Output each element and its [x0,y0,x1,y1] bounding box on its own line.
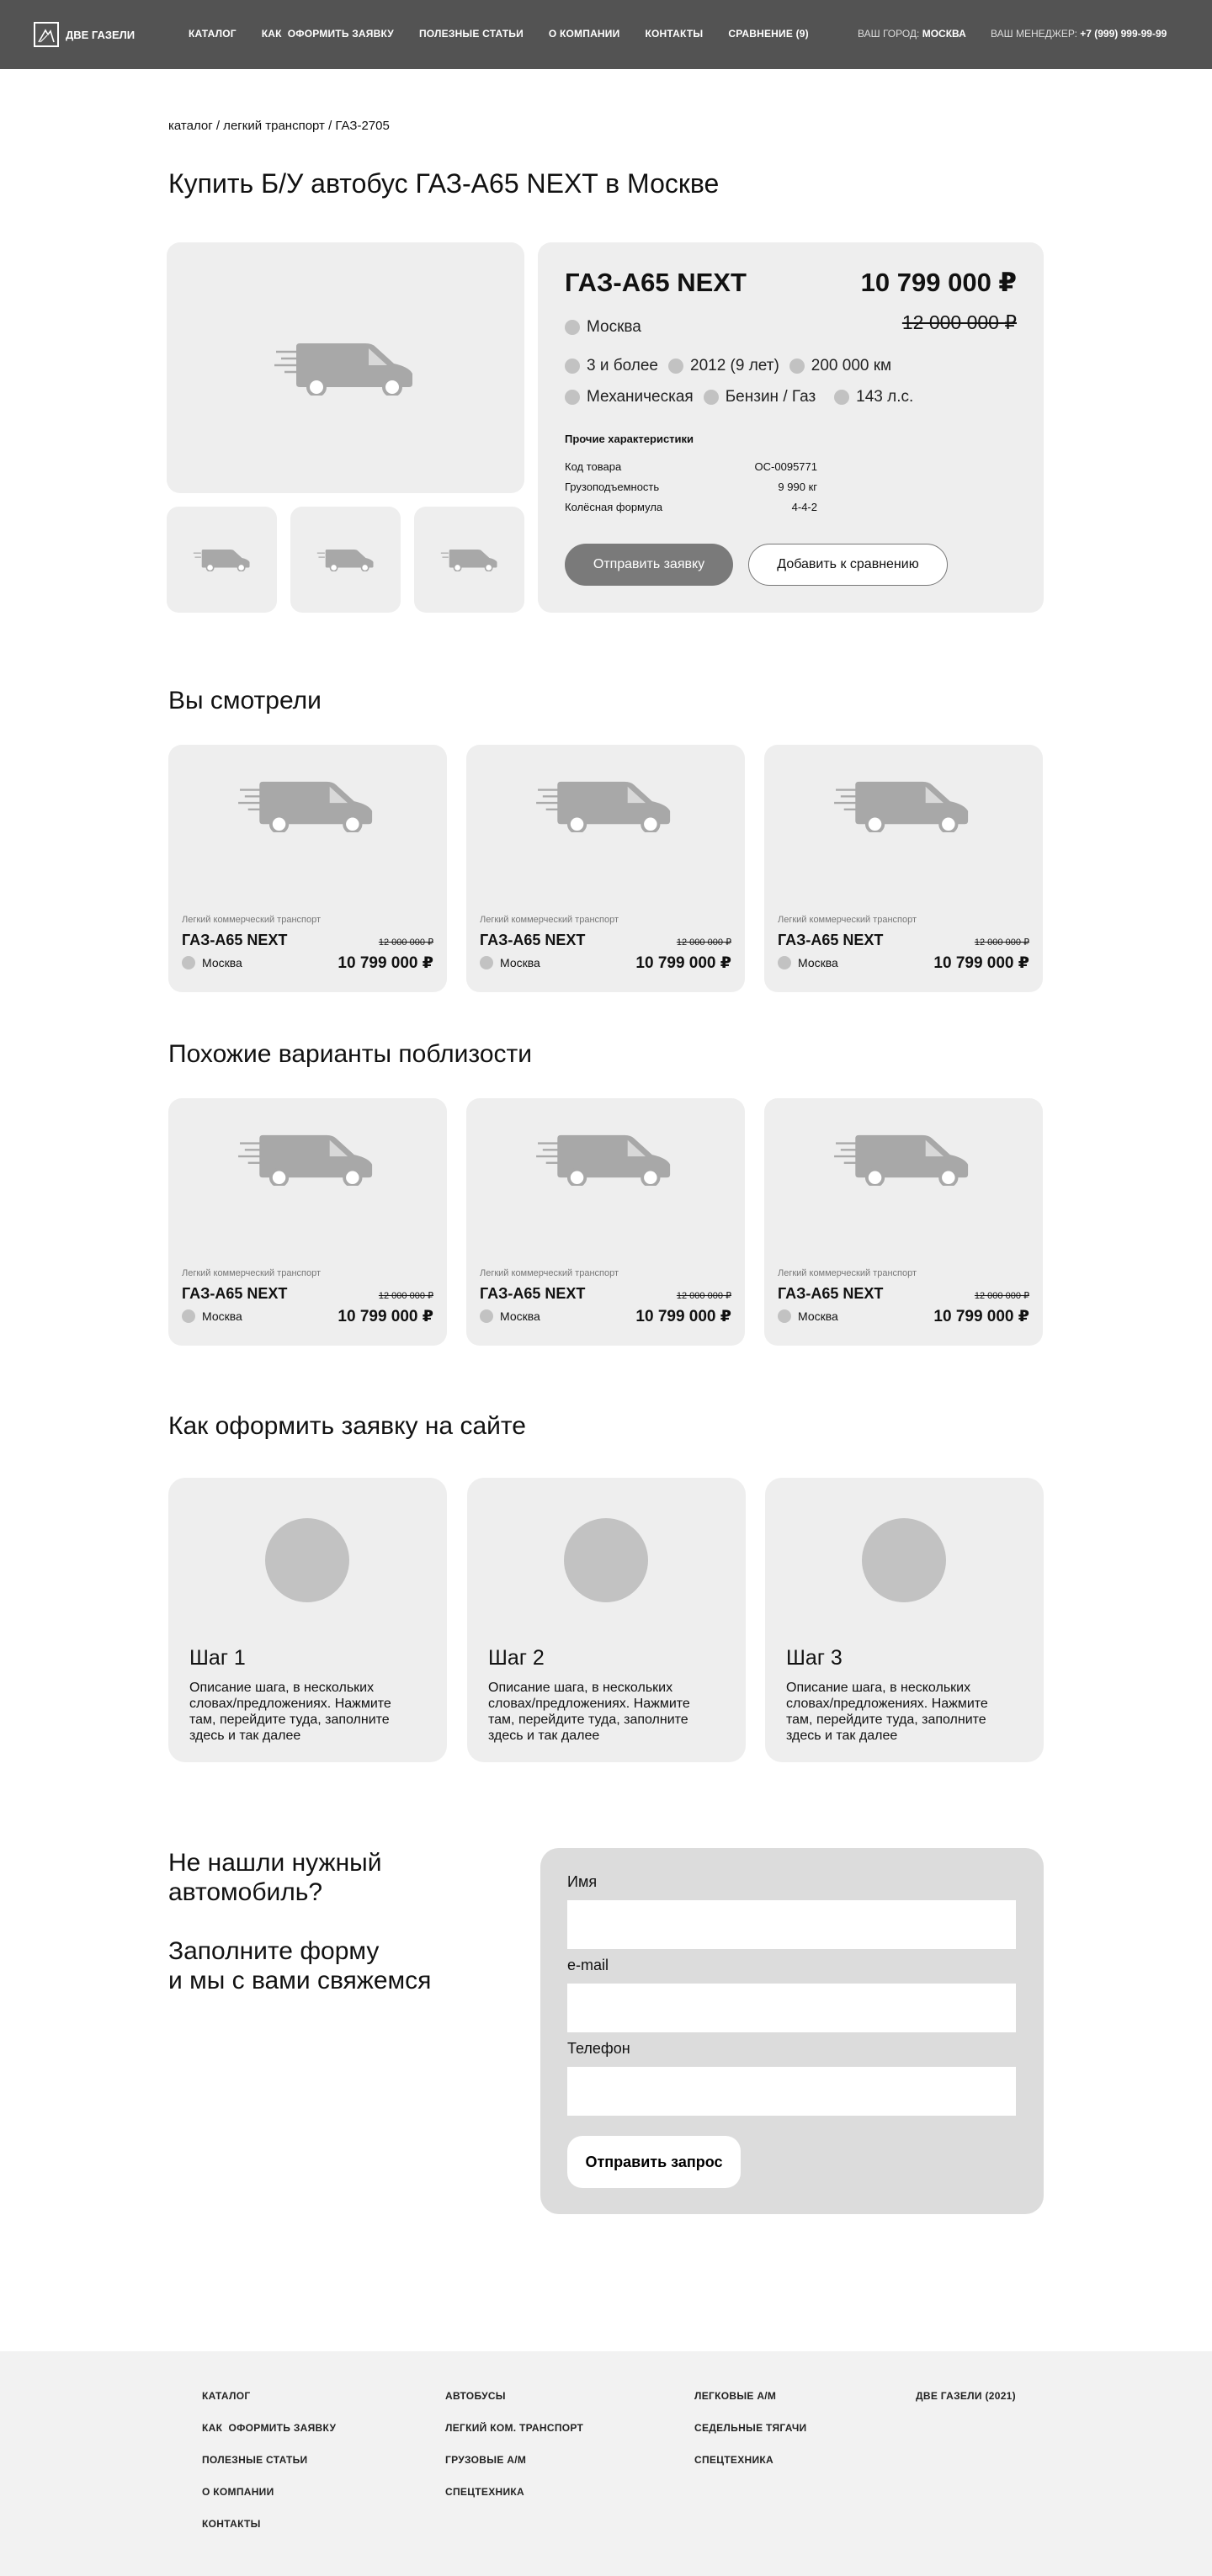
card-price: 10 799 000 ₽ [635,1308,731,1325]
step-card-1 [168,1478,447,1762]
card-name: ГАЗ-А65 NEXT [778,932,884,948]
van-icon [316,548,375,571]
footer-col-1 [202,2390,336,2550]
step-title: Шаг 1 [189,1646,246,1670]
footer-link[interactable]: КАК ОФОРМИТЬ ЗАЯВКУ [202,2422,337,2434]
footer-link[interactable]: ЛЕГКИЙ КОМ. ТРАНСПОРТ [445,2422,584,2434]
spec-row [565,460,817,473]
viewed-title: Вы смотрели [168,687,322,714]
card-city-label: Москва [798,1309,838,1323]
card-old-price: 12 000 000 ₽ [676,937,731,948]
van-icon [238,778,377,832]
footer-link[interactable]: КОНТАКТЫ [202,2518,261,2530]
product-price: 10 799 000 ₽ [860,268,1017,297]
cta-text [168,1848,431,1995]
step-description: Описание шага, в нескольких словах/предложениях. Нажмите там, перейдите туда, заполните здесь и так далее [488,1681,690,1743]
step-card-2 [467,1478,746,1762]
van-icon [238,1132,377,1186]
location-icon [778,956,791,969]
van-icon [834,1132,973,1186]
step-title: Шаг 2 [488,1646,545,1670]
breadcrumb[interactable]: каталог / легкий транспорт / ГАЗ-2705 [168,119,390,133]
card-price: 10 799 000 ₽ [338,954,433,972]
power-chip [834,388,913,406]
card-city-label: Москва [500,956,540,969]
card-image [466,778,745,832]
location-icon [565,320,580,335]
logo-text: ДВЕ ГАЗЕЛИ [66,28,136,41]
product-chips-row-1 [565,357,901,375]
nav-articles[interactable]: ПОЛЕЗНЫЕ СТАТЬИ [418,28,524,40]
location-icon [480,1309,493,1323]
viewed-card[interactable] [764,745,1043,992]
van-icon [440,548,499,571]
similar-card[interactable] [764,1098,1043,1346]
nav-contacts[interactable]: КОНТАКТЫ [645,28,704,40]
location-icon [182,956,195,969]
similar-card[interactable] [466,1098,745,1346]
city-value: МОСКВА [922,28,966,40]
van-icon [274,340,417,396]
footer-copyright [916,2390,1016,2422]
footer-link[interactable]: СПЕЦТЕХНИКА [445,2486,524,2498]
card-category: Легкий коммерческий транспорт [182,1268,322,1278]
email-input[interactable] [567,1984,1016,2032]
product-chips-row-2 [565,388,923,406]
similar-card[interactable] [168,1098,447,1346]
card-name: ГАЗ-А65 NEXT [480,1285,586,1302]
footer-col-3 [694,2390,806,2486]
city-chip-label: Москва [587,318,641,336]
steps-title: Как оформить заявку на сайте [168,1412,526,1440]
nav-catalog[interactable]: КАТАЛОГ [189,28,237,40]
step-description: Описание шага, в нескольких словах/предложениях. Нажмите там, перейдите туда, заполните здесь и так далее [189,1681,391,1743]
product-main-image[interactable] [167,242,524,493]
van-icon [536,1132,675,1186]
card-image [764,1132,1043,1186]
spec-label: Код товара [565,460,622,473]
step-description: Описание шага, в нескольких словах/предложениях. Нажмите там, перейдите туда, заполните здесь и так далее [786,1681,988,1743]
transmission-icon [565,390,580,405]
contact-form [540,1848,1044,2214]
card-old-price: 12 000 000 ₽ [974,1291,1029,1301]
city-chip [565,318,641,337]
spec-value: ОС-0095771 [754,460,817,473]
card-category: Легкий коммерческий транспорт [480,1268,619,1278]
cta-line: и мы с вами свяжемся [168,1967,432,1994]
card-price: 10 799 000 ₽ [635,954,731,972]
footer-link[interactable]: АВТОБУСЫ [445,2390,506,2402]
card-old-price: 12 000 000 ₽ [676,1291,731,1301]
card-image [168,778,447,832]
card-old-price: 12 000 000 ₽ [378,1291,433,1301]
card-city [480,1309,540,1323]
spec-label: Грузоподъемность [565,481,660,493]
cta-line: автомобиль? [168,1878,323,1906]
nav-how-to-order[interactable]: КАК ОФОРМИТЬ ЗАЯВКУ [261,28,394,40]
power-icon [834,390,849,405]
site-footer [0,2351,1212,2576]
send-request-button[interactable]: Отправить запрос [567,2136,741,2188]
card-old-price: 12 000 000 ₽ [378,937,433,948]
viewed-card[interactable] [466,745,745,992]
mileage-chip [789,357,891,375]
similar-title: Похожие варианты поблизости [168,1040,533,1068]
card-city-label: Москва [202,956,242,969]
card-name: ГАЗ-А65 NEXT [182,932,288,948]
mileage-icon [789,359,805,374]
card-category: Легкий коммерческий транспорт [778,915,917,925]
nav-about[interactable]: О КОМПАНИИ [548,28,620,40]
logo-icon [34,22,59,47]
nav-compare[interactable]: СРАВНЕНИЕ (9) [728,28,809,40]
card-name: ГАЗ-А65 NEXT [182,1285,288,1302]
seats-icon [565,359,580,374]
card-city [778,956,838,969]
card-city-label: Москва [798,956,838,969]
footer-link[interactable]: СЕДЕЛЬНЫЕ ТЯГАЧИ [694,2422,807,2434]
card-category: Легкий коммерческий транспорт [480,915,619,925]
footer-link[interactable]: КАТАЛОГ [202,2390,251,2402]
spec-value: 9 990 кг [778,481,817,493]
location-icon [182,1309,195,1323]
spec-row [565,481,817,493]
step-title: Шаг 3 [786,1646,843,1670]
card-old-price: 12 000 000 ₽ [974,937,1029,948]
spec-label: Колёсная формула [565,501,663,513]
add-to-compare-button[interactable]: Добавить к сравнению [748,544,948,586]
product-info-panel [538,242,1044,613]
email-label: e-mail [567,1957,609,1973]
card-city [182,1309,242,1323]
card-price: 10 799 000 ₽ [933,1308,1029,1325]
footer-link[interactable]: О КОМПАНИИ [202,2486,274,2498]
footer-link[interactable]: ГРУЗОВЫЕ А/М [445,2454,527,2466]
card-image [466,1132,745,1186]
card-city [480,956,540,969]
city-selector[interactable] [858,28,966,40]
step-3-icon [862,1518,946,1602]
card-name: ГАЗ-А65 NEXT [778,1285,884,1302]
manager-label: ВАШ МЕНЕДЖЕР: [991,28,1077,40]
city-label: ВАШ ГОРОД: [858,28,920,40]
name-label: Имя [567,1873,598,1890]
card-city [182,956,242,969]
viewed-card[interactable] [168,745,447,992]
phone-input[interactable] [567,2067,1016,2116]
step-1-icon [265,1518,349,1602]
product-old-price: 12 000 000 ₽ [901,311,1017,333]
card-image [764,778,1043,832]
product-thumb-2[interactable] [290,507,401,613]
card-price: 10 799 000 ₽ [338,1308,433,1325]
van-icon [536,778,675,832]
year-value: 2012 (9 лет) [690,357,779,374]
spec-value: 4-4-2 [791,501,817,513]
footer-link[interactable]: ЛЕГКОВЫЕ А/М [694,2390,777,2402]
transmission-chip [565,388,694,406]
product-name: ГАЗ-А65 NEXT [565,268,747,297]
submit-request-button[interactable]: Отправить заявку [565,544,733,586]
location-icon [480,956,493,969]
site-header [0,0,1212,69]
card-price: 10 799 000 ₽ [933,954,1029,972]
logo[interactable] [34,22,135,47]
spec-row [565,501,817,513]
step-card-3 [765,1478,1044,1762]
year-icon [668,359,683,374]
card-city-label: Москва [202,1309,242,1323]
van-icon [834,778,973,832]
product-thumb-3[interactable] [414,507,524,613]
product-thumb-1[interactable] [167,507,277,613]
year-chip [668,357,779,375]
phone-label: Телефон [567,2040,630,2057]
fuel-icon [704,390,719,405]
van-icon [193,548,252,571]
power-value: 143 л.с. [856,388,914,406]
manager-contact[interactable] [991,28,1167,40]
card-city [778,1309,838,1323]
cta-line: Заполните форму [168,1937,380,1965]
copyright-text: ДВЕ ГАЗЕЛИ (2021) [916,2390,1016,2402]
step-2-icon [564,1518,648,1602]
fuel-value: Бензин / Газ [725,388,816,406]
footer-col-2 [445,2390,583,2518]
page-title: Купить Б/У автобус ГАЗ-А65 NEXT в Москве [168,168,720,199]
cta-line: Не нашли нужный [168,1849,382,1877]
card-name: ГАЗ-А65 NEXT [480,932,586,948]
card-image [168,1132,447,1186]
specs-title: Прочие характеристики [565,433,694,445]
seats-value: 3 и более [587,357,658,374]
transmission-value: Механическая [587,388,694,406]
footer-link[interactable]: СПЕЦТЕХНИКА [694,2454,773,2466]
main-nav [189,28,834,40]
name-input[interactable] [567,1900,1016,1949]
mileage-value: 200 000 км [811,357,892,374]
seats-chip [565,357,658,375]
manager-phone: +7 (999) 999-99-99 [1080,28,1167,40]
product-city [565,318,651,337]
location-icon [778,1309,791,1323]
card-category: Легкий коммерческий транспорт [778,1268,917,1278]
card-category: Легкий коммерческий транспорт [182,915,322,925]
footer-link[interactable]: ПОЛЕЗНЫЕ СТАТЬИ [202,2454,308,2466]
card-city-label: Москва [500,1309,540,1323]
fuel-chip [704,388,816,406]
